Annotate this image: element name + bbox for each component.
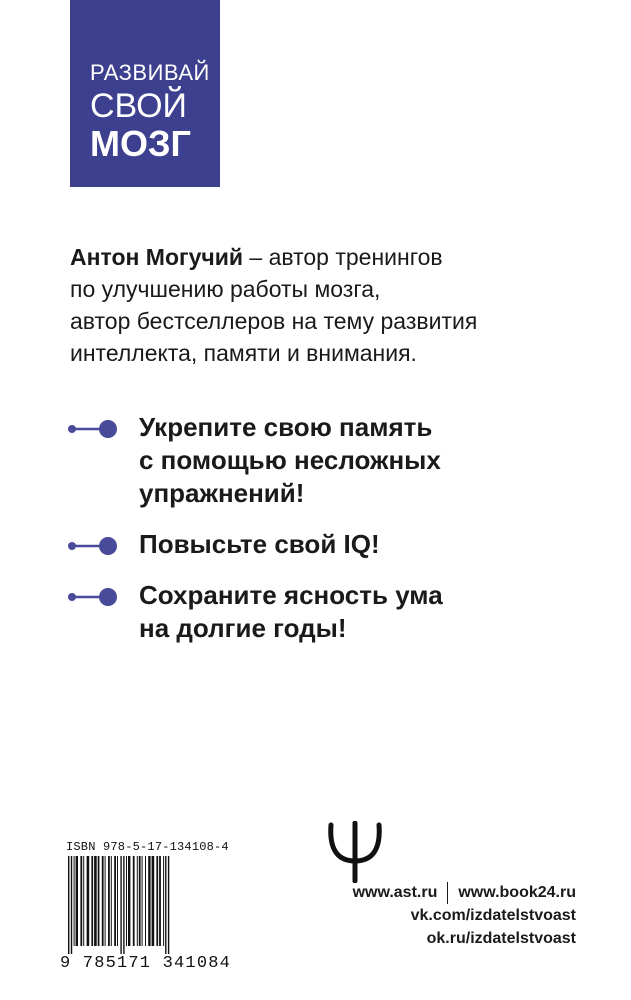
benefit-line: с помощью несложных (139, 445, 441, 475)
benefit-item (67, 579, 607, 645)
ok-link: ok.ru/izdatelstvoast (426, 930, 576, 947)
ast-website-link: www.ast.ru (352, 884, 438, 901)
author-line-4: интеллекта, памяти и внимания. (70, 340, 417, 366)
author-line-1 (70, 241, 590, 273)
author-line1-rest: – автор тренингов (243, 244, 443, 270)
divider (447, 882, 448, 904)
book24-website-link: www.book24.ru (458, 884, 576, 901)
psi-icon (325, 821, 385, 883)
connector-dots-icon (67, 536, 119, 556)
barcode-bars (60, 856, 220, 954)
barcode-digits: 9 785171 341084 (60, 954, 232, 973)
series-title-line2: СВОЙ (90, 87, 187, 125)
benefit-item (67, 411, 607, 510)
publisher-links (286, 881, 576, 950)
benefit-item (67, 528, 607, 561)
benefit-line: упражнений! (139, 478, 305, 508)
author-line-3: автор бестселлеров на тему развития (70, 308, 478, 334)
benefit-list (67, 411, 607, 663)
publisher-websites (286, 881, 576, 904)
author-blurb (70, 241, 590, 369)
connector-dots-icon (67, 419, 119, 439)
benefit-line: Укрепите свою память (139, 412, 433, 442)
connector-dots-icon (67, 587, 119, 607)
benefit-line: Сохраните ясность ума (139, 580, 443, 610)
series-badge (70, 0, 220, 187)
isbn-barcode (60, 840, 232, 975)
author-line-2: по улучшению работы мозга, (70, 276, 381, 302)
author-name: Антон Могучий (70, 244, 244, 270)
isbn-label: ISBN 978-5-17-134108-4 (66, 840, 229, 854)
vk-link: vk.com/izdatelstvoast (410, 907, 576, 924)
series-title-line1: РАЗВИВАЙ (90, 60, 210, 85)
benefit-line: на долгие годы! (139, 613, 347, 643)
benefit-line: Повысьте свой IQ! (139, 529, 380, 559)
series-title-line3: МОЗГ (90, 123, 191, 164)
